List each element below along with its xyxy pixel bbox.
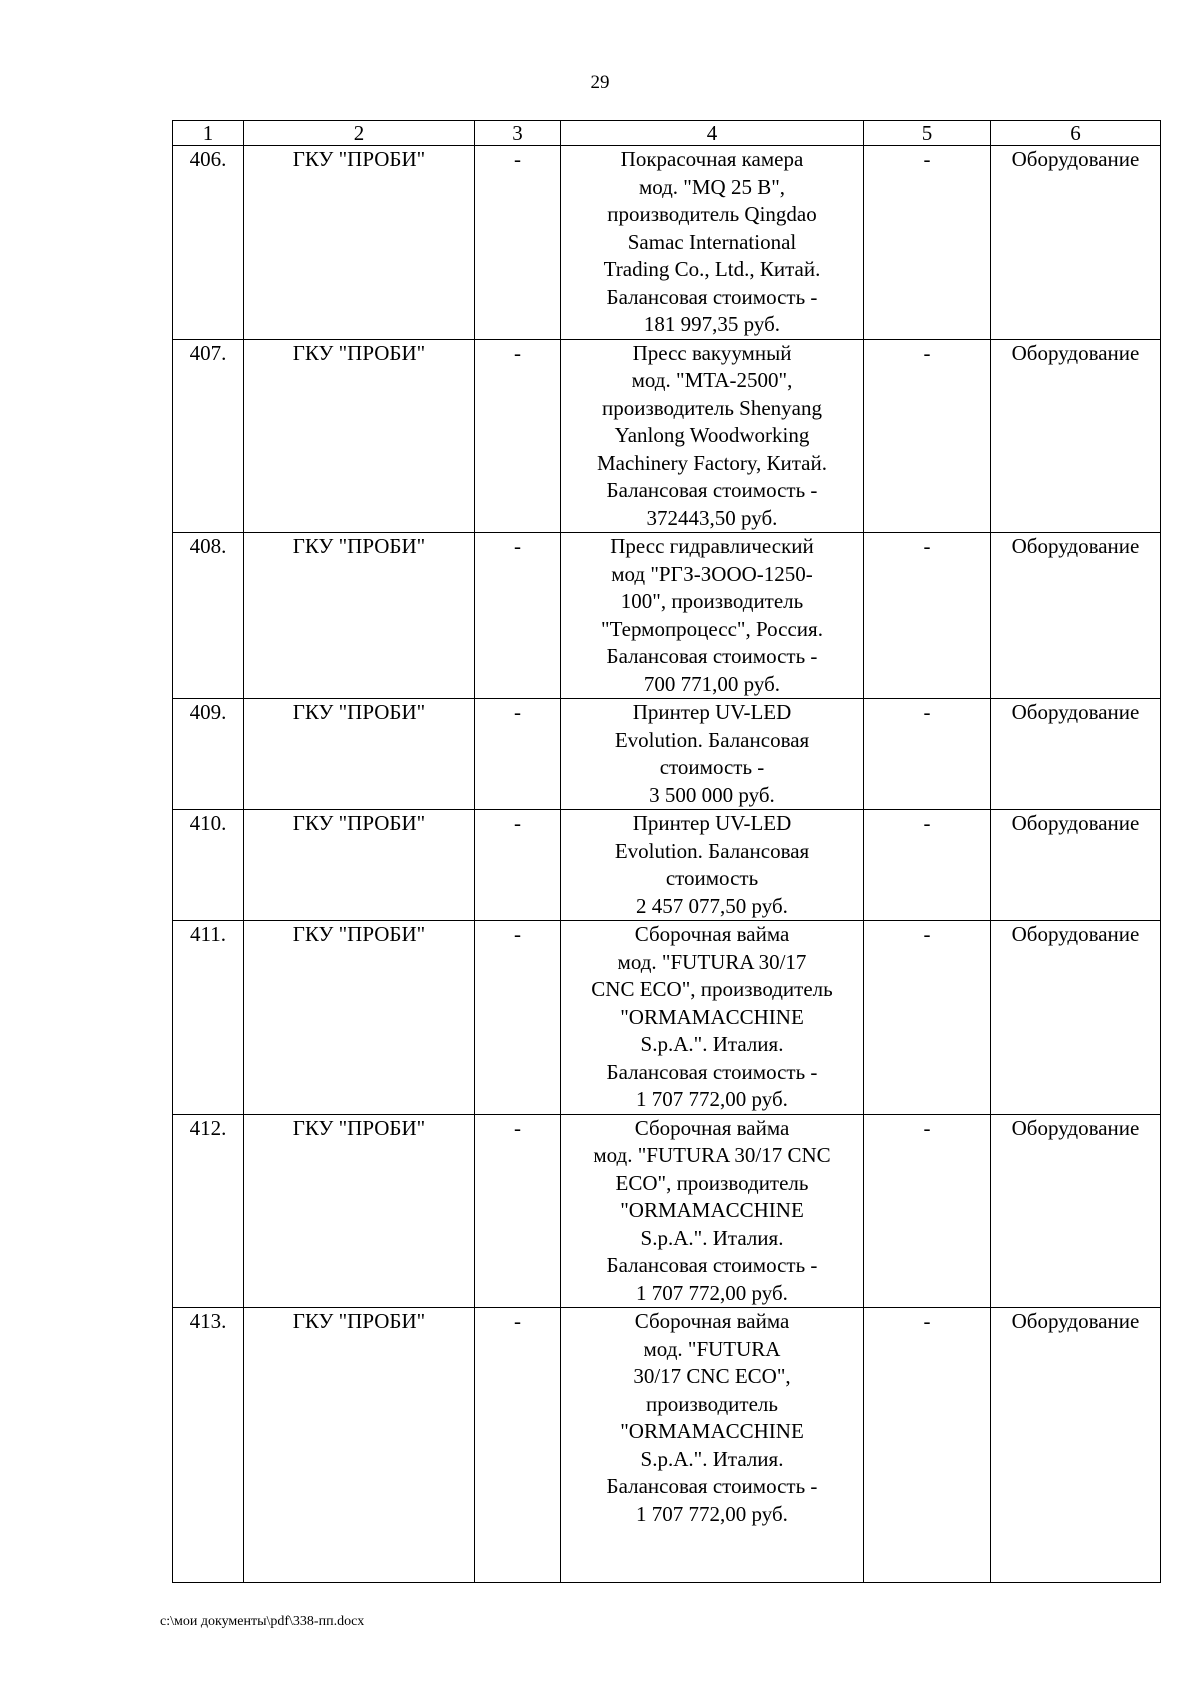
column-5-cell: - bbox=[864, 810, 991, 921]
description-cell: Пресс гидравлический мод "РГЗ-ЗООО-1250- 100", производитель "Термопроцесс", Россия. Балансовая стоимость - 700 771,00 руб. bbox=[561, 533, 864, 699]
column-5-cell: - bbox=[864, 921, 991, 1115]
column-header: 1 bbox=[173, 121, 244, 146]
description-cell: Сборочная вайма мод. "FUTURA 30/17 CNC ECO", производитель "ORMAMACCHINE S.p.A.". Италия. Балансовая стоимость - 1 707 772,00 руб. bbox=[561, 921, 864, 1115]
equipment-table bbox=[172, 120, 1161, 1583]
organization-cell: ГКУ "ПРОБИ" bbox=[244, 1114, 475, 1308]
type-cell: Оборудование bbox=[991, 810, 1161, 921]
row-number: 413. bbox=[173, 1308, 244, 1583]
row-number: 406. bbox=[173, 146, 244, 340]
footer-file-path: c:\мои документы\pdf\338-пп.docx bbox=[160, 1614, 365, 1629]
column-5-cell: - bbox=[864, 146, 991, 340]
row-number: 407. bbox=[173, 339, 244, 533]
column-3-cell: - bbox=[475, 810, 561, 921]
table-row bbox=[173, 810, 1161, 921]
row-number: 410. bbox=[173, 810, 244, 921]
organization-cell: ГКУ "ПРОБИ" bbox=[244, 1308, 475, 1583]
table-row bbox=[173, 146, 1161, 340]
column-3-cell: - bbox=[475, 146, 561, 340]
row-number: 408. bbox=[173, 533, 244, 699]
column-3-cell: - bbox=[475, 533, 561, 699]
type-cell: Оборудование bbox=[991, 339, 1161, 533]
column-header: 2 bbox=[244, 121, 475, 146]
row-number: 409. bbox=[173, 699, 244, 810]
type-cell: Оборудование bbox=[991, 1114, 1161, 1308]
type-cell: Оборудование bbox=[991, 1308, 1161, 1583]
row-number: 411. bbox=[173, 921, 244, 1115]
description-cell: Сборочная вайма мод. "FUTURA 30/17 CNC ECO", производитель "ORMAMACCHINE S.p.A.". Италия. Балансовая стоимость - 1 707 772,00 руб. bbox=[561, 1308, 864, 1583]
column-3-cell: - bbox=[475, 1114, 561, 1308]
column-3-cell: - bbox=[475, 921, 561, 1115]
column-header: 3 bbox=[475, 121, 561, 146]
column-5-cell: - bbox=[864, 1308, 991, 1583]
column-header: 6 bbox=[991, 121, 1161, 146]
description-cell: Покрасочная камера мод. "MQ 25 B", производитель Qingdao Samac International Trading Co., Ltd., Китай. Балансовая стоимость - 181 997,35 руб. bbox=[561, 146, 864, 340]
type-cell: Оборудование bbox=[991, 146, 1161, 340]
type-cell: Оборудование bbox=[991, 533, 1161, 699]
table-row bbox=[173, 921, 1161, 1115]
organization-cell: ГКУ "ПРОБИ" bbox=[244, 699, 475, 810]
type-cell: Оборудование bbox=[991, 699, 1161, 810]
description-cell: Принтер UV-LED Evolution. Балансовая стоимость - 3 500 000 руб. bbox=[561, 699, 864, 810]
table-row bbox=[173, 1308, 1161, 1583]
column-3-cell: - bbox=[475, 339, 561, 533]
column-5-cell: - bbox=[864, 339, 991, 533]
column-3-cell: - bbox=[475, 699, 561, 810]
table-row bbox=[173, 339, 1161, 533]
organization-cell: ГКУ "ПРОБИ" bbox=[244, 921, 475, 1115]
organization-cell: ГКУ "ПРОБИ" bbox=[244, 810, 475, 921]
page-number: 29 bbox=[590, 72, 610, 93]
description-cell: Сборочная вайма мод. "FUTURA 30/17 CNC ECO", производитель "ORMAMACCHINE S.p.A.". Италия. Балансовая стоимость - 1 707 772,00 руб. bbox=[561, 1114, 864, 1308]
table-header-row bbox=[173, 121, 1161, 146]
table-row bbox=[173, 699, 1161, 810]
column-3-cell: - bbox=[475, 1308, 561, 1583]
column-5-cell: - bbox=[864, 699, 991, 810]
column-5-cell: - bbox=[864, 1114, 991, 1308]
column-header: 5 bbox=[864, 121, 991, 146]
description-cell: Пресс вакуумный мод. "MTA-2500", производитель Shenyang Yanlong Woodworking Machinery Factory, Китай. Балансовая стоимость - 372443,50 руб. bbox=[561, 339, 864, 533]
column-5-cell: - bbox=[864, 533, 991, 699]
organization-cell: ГКУ "ПРОБИ" bbox=[244, 146, 475, 340]
organization-cell: ГКУ "ПРОБИ" bbox=[244, 533, 475, 699]
table-row bbox=[173, 533, 1161, 699]
organization-cell: ГКУ "ПРОБИ" bbox=[244, 339, 475, 533]
description-cell: Принтер UV-LED Evolution. Балансовая стоимость 2 457 077,50 руб. bbox=[561, 810, 864, 921]
row-number: 412. bbox=[173, 1114, 244, 1308]
table-row bbox=[173, 1114, 1161, 1308]
type-cell: Оборудование bbox=[991, 921, 1161, 1115]
column-header: 4 bbox=[561, 121, 864, 146]
